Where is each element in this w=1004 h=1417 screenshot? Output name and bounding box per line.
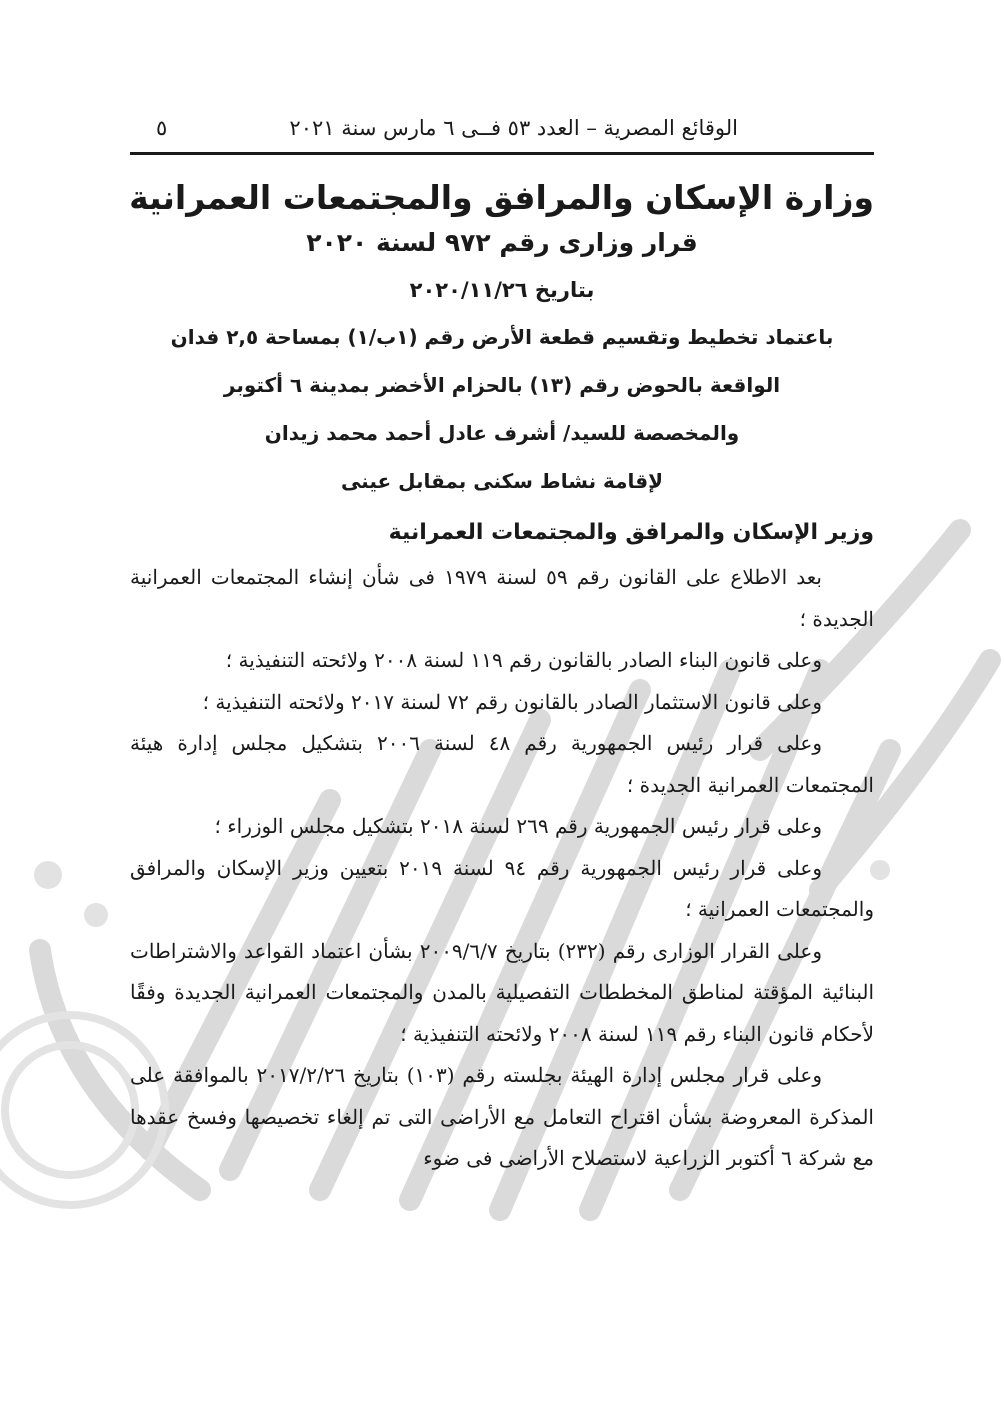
preamble-paragraph: بعد الاطلاع على القانون رقم ٥٩ لسنة ١٩٧٩ فى شأن إنشاء المجتمعات العمرانية الجديدة ؛ [130,565,874,631]
running-header [130,108,874,155]
ministry-title: وزارة الإسكان والمرافق والمجتمعات العمرانية [129,178,874,217]
subject-line: الواقعة بالحوض رقم (١٣) بالحزام الأخضر بمدينة ٦ أكتوبر [223,373,781,397]
subject-line: والمخصصة للسيد/ أشرف عادل أحمد محمد زيدان [264,421,740,445]
minister-heading: وزير الإسكان والمرافق والمجتمعات العمرانية [388,520,874,545]
subject-line: لإقامة نشاط سكنى بمقابل عينى [340,469,664,493]
document-page [130,108,874,1180]
preamble-body [130,557,874,1180]
preamble-paragraph: وعلى قرار رئيس الجمهورية رقم ٢٦٩ لسنة ٢٠١٨ بتشكيل مجلس الوزراء ؛ [214,814,822,838]
preamble-paragraph: وعلى قرار رئيس الجمهورية رقم ٤٨ لسنة ٢٠٠٦ بتشكيل مجلس إدارة هيئة المجتمعات العمرانية الجديدة ؛ [130,731,874,797]
preamble-paragraph: وعلى قانون الاستثمار الصادر بالقانون رقم ٧٢ لسنة ٢٠١٧ ولائحته التنفيذية ؛ [202,689,822,714]
preamble-paragraph: وعلى قانون البناء الصادر بالقانون رقم ١١٩ لسنة ٢٠٠٨ ولائحته التنفيذية ؛ [225,648,822,672]
decree-subject [130,319,874,499]
header-title: الوقائع المصرية – العدد ٥٣ فــى ٦ مارس سنة ٢٠٢١ [289,116,738,140]
page-number: ٥ [156,116,168,140]
decree-title: قرار وزارى رقم ٩٧٢ لسنة ٢٠٢٠ [306,228,698,257]
decree-date: بتاريخ ٢٠٢٠/١١/٢٦ [409,278,595,302]
preamble-paragraph: وعلى قرار رئيس الجمهورية رقم ٩٤ لسنة ٢٠١٩ بتعيين وزير الإسكان والمرافق والمجتمعات العمرانية ؛ [130,855,874,921]
subject-line: باعتماد تخطيط وتقسيم قطعة الأرض رقم (١ب/١) بمساحة ٢,٥ فدان [170,325,834,349]
preamble-paragraph: وعلى قرار مجلس إدارة الهيئة بجلسته رقم (١٠٣) بتاريخ ٢٠١٧/٢/٢٦ بالموافقة على المذكرة المعروضة بشأن اقتراح التعامل مع الأراضى التى تم إلغاء تخصيصها وفسخ عقدها مع شركة ٦ أكتوبر الزراعية لاستصلاح الأراضى فى ضوء [130,1063,874,1170]
preamble-paragraph: وعلى القرار الوزارى رقم (٢٣٢) بتاريخ ٢٠٠٩/٦/٧ بشأن اعتماد القواعد والاشتراطات البنائية المؤقتة لمناطق المخططات التفصيلية بالمدن والمجتمعات العمرانية الجديدة وفقًا لأحكام قانون البناء رقم ١١٩ لسنة ٢٠٠٨ ولائحته التنفيذية ؛ [130,938,874,1046]
